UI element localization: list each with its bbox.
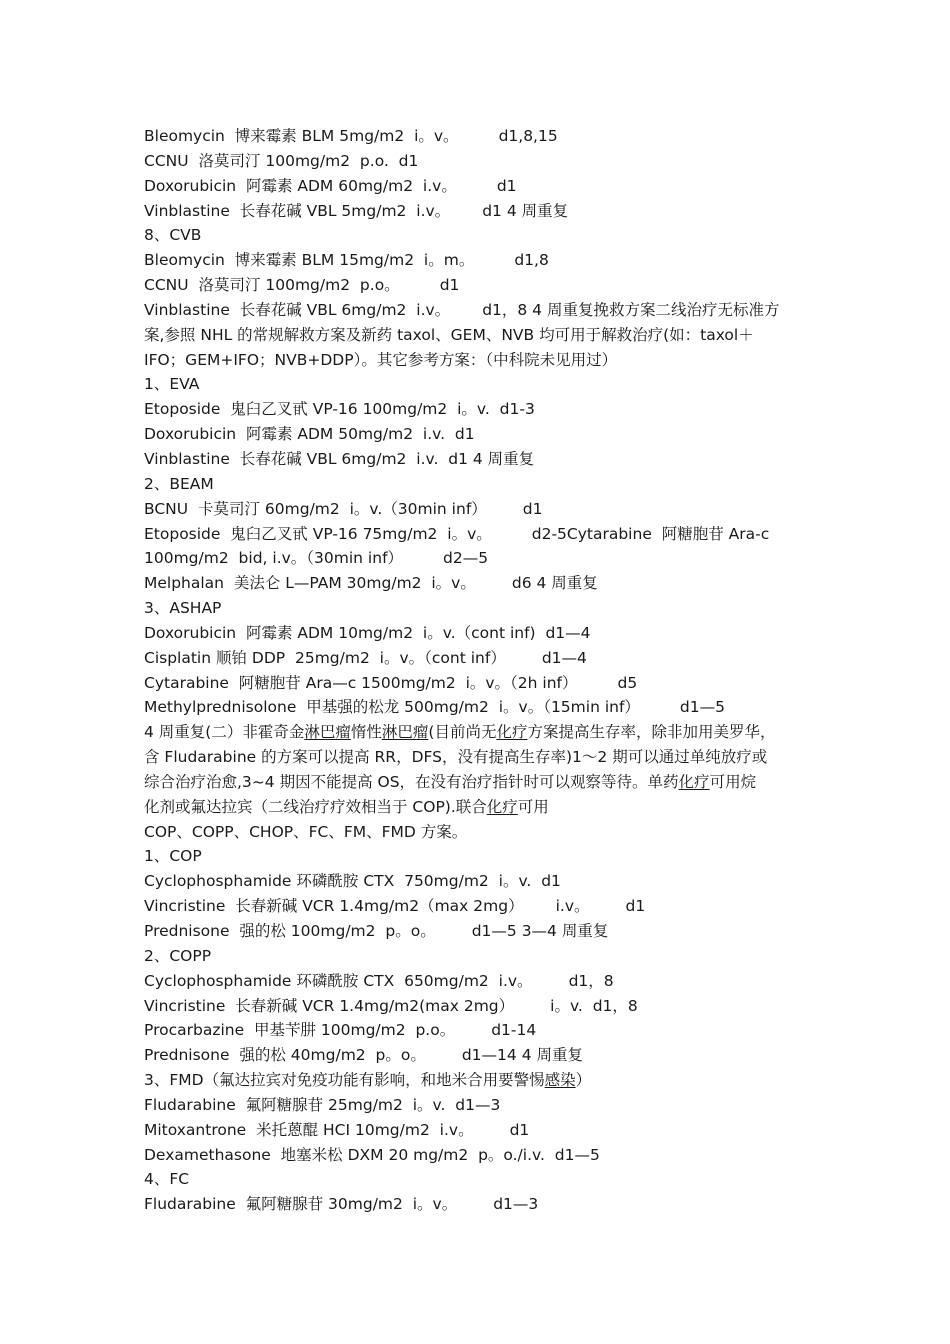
text-segment: 惰性 (350, 723, 382, 742)
text-segment: d1，8 (568, 971, 614, 990)
text-segment: Bleomycin 博来霉素 BLM 15mg/m2 i。m。 (144, 251, 475, 270)
text-line (144, 919, 814, 944)
link-term[interactable]: 淋巴瘤 (304, 723, 351, 742)
text-line (144, 298, 814, 323)
text-segment: d1,8 (514, 251, 549, 270)
text-segment: 可用 (517, 797, 549, 816)
text-segment: d1 4 周重复 (482, 201, 569, 220)
text-line (144, 745, 814, 770)
text-segment: d1—4 (541, 648, 587, 667)
text-line (144, 1068, 814, 1093)
text-line (144, 522, 814, 547)
text-line (144, 1143, 814, 1168)
text-line (144, 1167, 814, 1192)
text-segment: d6 4 周重复 (511, 574, 598, 593)
text-segment: Fludarabine 氟阿糖腺苷 25mg/m2 i。v. d1—3 (144, 1095, 501, 1114)
text-segment: d1，8 4 周重复挽救方案二线治疗无标准方 (482, 300, 780, 319)
text-segment: Prednisone 强的松 40mg/m2 p。o。 (144, 1046, 426, 1065)
text-segment: Cisplatin 顺铂 DDP 25mg/m2 i。v。（cont inf） (144, 648, 506, 667)
text-segment: d1 (625, 897, 646, 916)
text-segment: d1—3 (493, 1195, 539, 1214)
text-segment: Vinblastine 长春花碱 VBL 6mg/m2 i.v。 (144, 300, 451, 319)
text-segment: d2-5Cytarabine 阿糖胞苷 Ara-c (531, 524, 770, 543)
text-segment: BCNU 卡莫司汀 60mg/m2 i。v.（30min inf） (144, 499, 487, 518)
text-segment: 化剂或氟达拉宾（二线治疗疗效相当于 COP).联合 (144, 797, 487, 816)
text-line (144, 894, 814, 919)
text-segment: Etoposide 鬼臼乙叉甙 VP-16 75mg/m2 i。v。 (144, 524, 492, 543)
text-line (144, 199, 814, 224)
text-segment: 2、BEAM (144, 474, 214, 493)
text-segment: i。v. d1，8 (550, 996, 638, 1015)
text-segment: Cyclophosphamide 环磷酰胺 CTX 650mg/m2 i.v。 (144, 971, 533, 990)
text-segment: Cyclophosphamide 环磷酰胺 CTX 750mg/m2 i。v. d1 (144, 872, 561, 891)
text-segment: d2—5 (443, 549, 489, 568)
text-segment: 100mg/m2 bid, i.v。（30min inf） (144, 549, 404, 568)
text-line (144, 546, 814, 571)
text-segment: 含 Fludarabine 的方案可以提高 RR，DFS，没有提高生存率)1～2 期可以通过单纯放疗或 (144, 748, 768, 767)
document-body (144, 124, 814, 1217)
text-segment: CCNU 洛莫司汀 100mg/m2 p.o. d1 (144, 151, 419, 170)
text-segment: 3、FMD（氟达拉宾对免疫功能有影响，和地米合用要警惕 (144, 1071, 545, 1090)
text-line (144, 472, 814, 497)
text-segment: Melphalan 美法仑 L—PAM 30mg/m2 i。v。 (144, 574, 476, 593)
text-line (144, 944, 814, 969)
text-segment: d1—14 4 周重复 (461, 1046, 583, 1065)
text-line (144, 621, 814, 646)
text-segment: d1-14 (491, 1021, 537, 1040)
text-line (144, 844, 814, 869)
link-term[interactable]: 化疗 (496, 723, 528, 742)
text-segment: d1—5 (679, 698, 725, 717)
link-term[interactable]: 化疗 (678, 772, 710, 791)
text-segment: ） (575, 1071, 592, 1090)
text-segment: 综合治疗治愈,3~4 期因不能提高 OS，在没有治疗指针时可以观察等待。单药 (144, 772, 679, 791)
text-line (144, 497, 814, 522)
text-segment: Vinblastine 长春花碱 VBL 6mg/m2 i.v. d1 4 周重复 (144, 449, 535, 468)
text-line (144, 994, 814, 1019)
text-line (144, 174, 814, 199)
text-line (144, 1043, 814, 1068)
link-term[interactable]: 淋巴瘤 (381, 723, 429, 742)
text-segment: Etoposide 鬼臼乙叉甙 VP-16 100mg/m2 i。v. d1-3 (144, 400, 535, 419)
text-line (144, 1018, 814, 1043)
link-term[interactable]: 感染 (544, 1071, 576, 1090)
text-segment: Cytarabine 阿糖胞苷 Ara—c 1500mg/m2 i。v。（2h inf） (144, 673, 578, 692)
text-line (144, 223, 814, 248)
text-line (144, 596, 814, 621)
text-line (144, 1192, 814, 1217)
text-segment: Bleomycin 博来霉素 BLM 5mg/m2 i。v。 (144, 127, 459, 145)
text-segment: Doxorubicin 阿霉素 ADM 10mg/m2 i。v.（cont inf) d1—4 (144, 623, 591, 642)
text-segment: i.v。 (555, 897, 590, 916)
text-segment: 1、COP (144, 847, 202, 866)
text-line (144, 1118, 814, 1143)
text-segment: d1,8,15 (498, 127, 558, 145)
text-line (144, 869, 814, 894)
text-segment: d5 (617, 673, 638, 692)
text-segment: Vincristine 长春新碱 VCR 1.4mg/m2(max 2mg） (144, 996, 515, 1015)
text-line (144, 124, 814, 149)
text-line (144, 571, 814, 596)
text-segment: 3、ASHAP (144, 599, 222, 618)
text-segment: 方案提高生存率，除非加用美罗华， (527, 723, 776, 742)
text-segment: 可用烷 (709, 772, 757, 791)
text-line (144, 149, 814, 174)
text-line (144, 770, 814, 795)
text-line (144, 695, 814, 720)
text-line (144, 1093, 814, 1118)
text-segment: (目前尚无 (428, 723, 497, 742)
text-segment: d1—5 3—4 周重复 (471, 922, 609, 940)
text-segment: Dexamethasone 地塞米松 DXM 20 mg/m2 p。o./i.v. d1—5 (144, 1145, 600, 1164)
text-segment: Doxorubicin 阿霉素 ADM 50mg/m2 i.v. d1 (144, 425, 475, 444)
text-segment: IFO；GEM+IFO；NVB+DDP）。其它参考方案：（中科院未见用过） (144, 350, 618, 369)
text-segment: 2、COPP (144, 946, 212, 965)
text-line (144, 348, 814, 373)
text-line (144, 372, 814, 397)
text-segment: d1 (522, 499, 543, 518)
text-line (144, 795, 814, 820)
text-line (144, 646, 814, 671)
text-segment: d1 (496, 176, 517, 195)
text-segment: 4、FC (144, 1170, 190, 1189)
text-line (144, 323, 814, 348)
text-segment: Methylprednisolone 甲基强的松龙 500mg/m2 i。v。（15min inf） (144, 698, 640, 717)
text-line (144, 397, 814, 422)
text-segment: Prednisone 强的松 100mg/m2 p。o。 (144, 922, 436, 940)
text-segment: COP、COPP、CHOP、FC、FM、FMD 方案。 (144, 822, 468, 841)
text-line (144, 422, 814, 447)
text-segment: Vincristine 长春新碱 VCR 1.4mg/m2（max 2mg） (144, 897, 524, 916)
text-line (144, 447, 814, 472)
text-segment: 8、CVB (144, 226, 202, 245)
text-segment: 4 周重复(二）非霍奇金 (144, 723, 305, 742)
text-segment: d1 (439, 276, 460, 295)
text-line (144, 248, 814, 273)
text-segment: Doxorubicin 阿霉素 ADM 60mg/m2 i.v。 (144, 176, 457, 195)
text-segment: Mitoxantrone 米托蒽醌 HCI 10mg/m2 i.v。 (144, 1120, 474, 1139)
text-segment: 1、EVA (144, 375, 200, 394)
text-segment: Vinblastine 长春花碱 VBL 5mg/m2 i.v。 (144, 201, 451, 220)
text-segment: 案,参照 NHL 的常规解救方案及新药 taxol、GEM、NVB 均可用于解救治疗(如：taxol＋ (144, 325, 754, 344)
text-line (144, 720, 814, 745)
link-term[interactable]: 化疗 (486, 797, 518, 816)
text-line (144, 820, 814, 845)
text-line (144, 969, 814, 994)
text-line (144, 671, 814, 696)
text-segment: d1 (509, 1120, 530, 1139)
text-segment: Procarbazine 甲基苄肼 100mg/m2 p.o。 (144, 1021, 456, 1040)
text-segment: Fludarabine 氟阿糖腺苷 30mg/m2 i。v。 (144, 1195, 458, 1214)
text-line (144, 273, 814, 298)
text-segment: CCNU 洛莫司汀 100mg/m2 p.o。 (144, 276, 400, 295)
